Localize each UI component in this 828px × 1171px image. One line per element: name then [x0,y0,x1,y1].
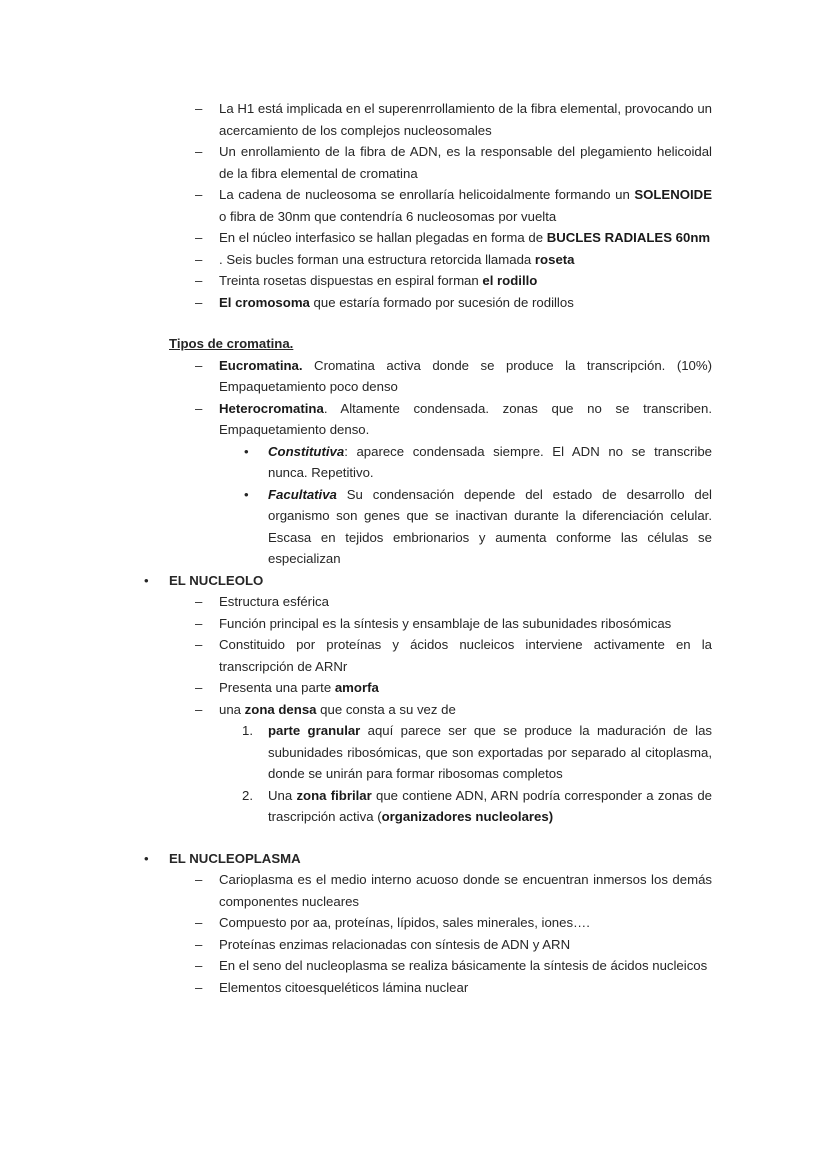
list-item: – Presenta una parte amorfa [140,677,712,699]
document-body [140,98,712,998]
list-item: – El cromosoma que estaría formado por sucesión de rodillos [140,292,712,314]
parte-granular-item: 1. parte granular aquí parece ser que se produce la maduración de las subunidades ribosómicas, que son exportadas por separado al citoplasma, donde se unirán para formar ribosomas completos [242,723,712,781]
list-item: – Estructura esférica [140,591,712,613]
cromosoma-term: El cromosoma [219,294,310,310]
list-item: – La H1 está implicada en el superenrrollamiento de la fibra elemental, provocando un acercamiento de los complejos nucleosomales [140,98,712,141]
list-item: – Constituido por proteínas y ácidos nucleicos interviene activamente en la transcripción de ARNr [140,634,712,677]
list-item: – Proteínas enzimas relacionadas con síntesis de ADN y ARN [140,934,712,956]
chromatin-structure-list [140,98,712,313]
zona-fibrilar-item: 2. Una zona fibrilar que contiene ADN, ARN podría corresponder a zonas de trascripción activa (organizadores nucleolares) [242,787,712,824]
list-item: – . Seis bucles forman una estructura retorcida llamada roseta [140,249,712,271]
facultativa-item: • Facultativa Su condensación depende del estado de desarrollo del organismo son genes que se inactivan durante la diferenciación celular. Escasa en tejidos embrionarios y aumenta conforme las células se especializan [140,484,712,570]
list-item: – Función principal es la síntesis y ensamblaje de las subunidades ribosómicas [140,613,712,635]
list-item: – En el núcleo interfasico se hallan plegadas en forma de BUCLES RADIALES 60nm [140,227,712,249]
bucles-radiales-term: BUCLES RADIALES 60nm [546,230,711,245]
list-item: – En el seno del nucleoplasma se realiza básicamente la síntesis de ácidos nucleicos [140,955,712,977]
nucleoplasma-heading: • EL NUCLEOPLASMA [140,848,712,870]
list-item: – Carioplasma es el medio interno acuoso donde se encuentran inmersos los demás componentes nucleares [140,869,712,912]
list-item: – Un enrollamiento de la fibra de ADN, es la responsable del plegamiento helicoidal de la fibra elemental de cromatina [140,141,712,184]
nucleolo-heading: • EL NUCLEOLO [140,570,712,592]
rodillo-term: el rodillo [482,273,538,288]
heterochromatin-item: – Heterocromatina. Altamente condensada. zonas que no se transcriben. Empaquetamiento denso. [140,398,712,441]
list-item: – una zona densa que consta a su vez de [140,699,712,721]
list-item: – La cadena de nucleosoma se enrollaría helicoidalmente formando un SOLENOIDE o fibra de 30nm que contendría 6 nucleosomas por vuelta [140,184,712,227]
constitutiva-item: • Constitutiva: aparece condensada siempre. El ADN no se transcribe nunca. Repetitivo. [140,441,712,484]
solenoide-term: SOLENOIDE [634,187,712,202]
nucleolo-list [140,591,712,828]
list-item: – Elementos citoesqueléticos lámina nuclear [140,977,712,999]
roseta-term: roseta [534,251,575,267]
nucleoplasma-list [140,869,712,998]
list-item: – Treinta rosetas dispuestas en espiral forman el rodillo [140,270,712,292]
spacer [140,828,712,848]
tipos-cromatina-heading: Tipos de cromatina. [169,336,294,351]
chromatin-types-list [140,355,712,570]
list-item: – Compuesto por aa, proteínas, lípidos, sales minerales, iones…. [140,912,712,934]
euchromatin-item: – Eucromatina. Cromatina activa donde se produce la transcripción. (10%) Empaquetamiento poco denso [140,355,712,398]
